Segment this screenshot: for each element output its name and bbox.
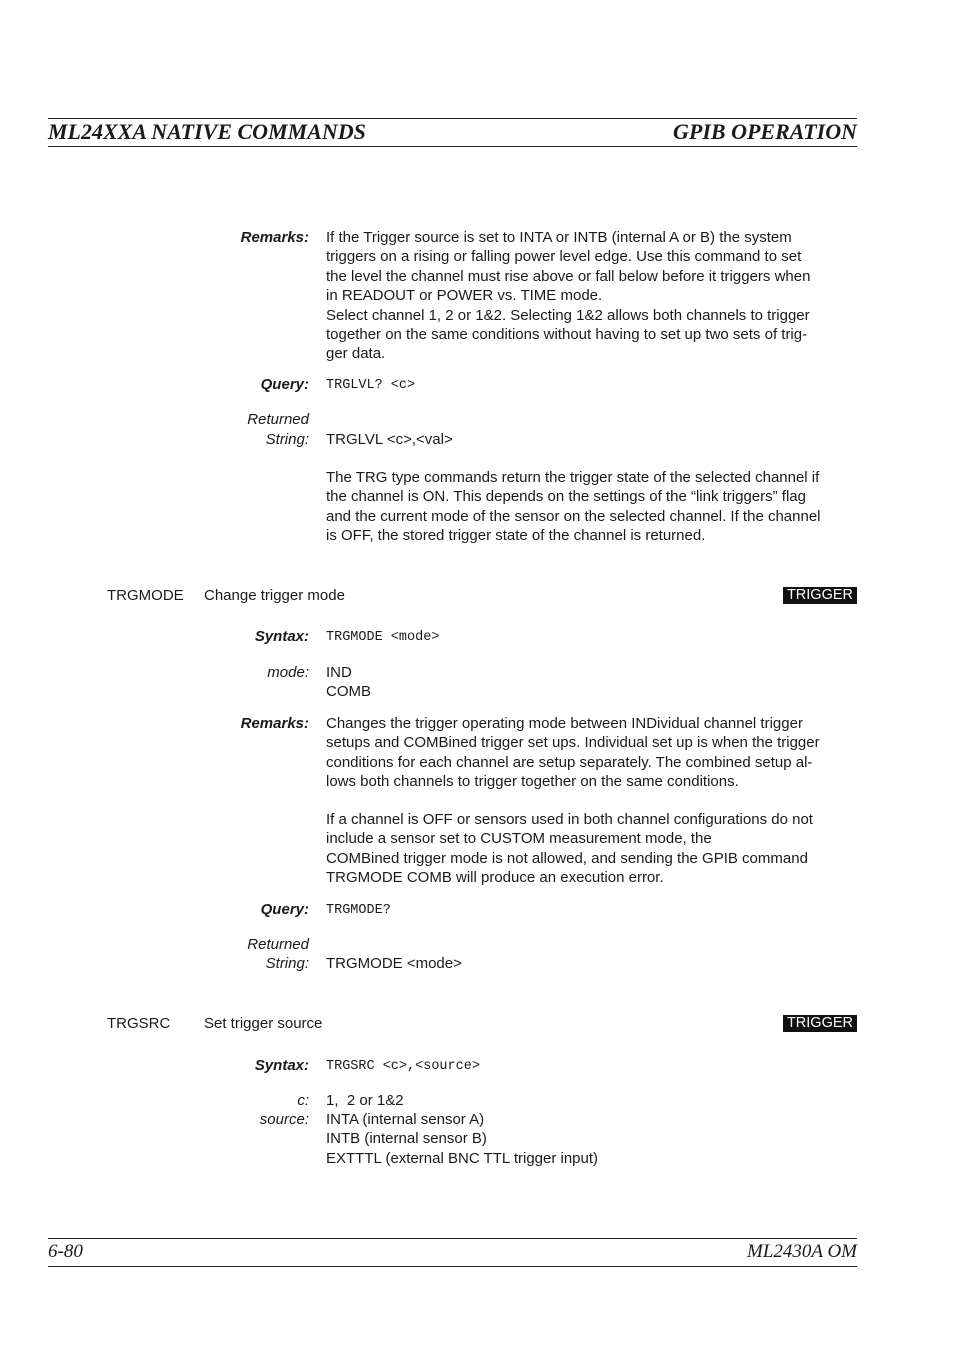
trgsrc-source-label: source:	[259, 1111, 309, 1128]
trgmode-mode-values	[326, 663, 857, 702]
trgmode-returned-value: TRGMODE <mode>	[326, 955, 462, 972]
trgsrc-command-description: Set trigger source	[204, 1015, 323, 1032]
text-line: INTA (internal sensor A)	[326, 1111, 485, 1128]
trglvl-remarks-text	[326, 228, 857, 364]
trglvl-string-label: String:	[265, 431, 309, 448]
trgmode-command-description: Change trigger mode	[204, 587, 345, 604]
trglvl-query-value: TRGLVL? <c>	[326, 378, 416, 393]
trgmode-query-label: Query:	[260, 901, 309, 918]
chapter-title: ML24XXA NATIVE COMMANDS	[48, 119, 366, 144]
trglvl-returned-value: TRGLVL <c>,<val>	[326, 431, 453, 448]
text-line: TRGMODE COMB will produce an execution error.	[326, 869, 664, 887]
text-line: The TRG type commands return the trigger state of the selected channel if	[326, 469, 820, 486]
text-line: If the Trigger source is set to INTA or INTB (internal A or B) the system	[326, 229, 792, 246]
trgmode-syntax-value: TRGMODE <mode>	[326, 630, 440, 645]
text-line: lows both channels to trigger together on the same conditions.	[326, 773, 739, 791]
text-line: the level the channel must rise above or fall below before it triggers when	[326, 267, 811, 285]
text-line: include a sensor set to CUSTOM measurement mode, the	[326, 830, 712, 848]
document-title: ML2430A OM	[747, 1241, 857, 1262]
trgsrc-command-name: TRGSRC	[107, 1015, 171, 1032]
text-line: Changes the trigger operating mode between INDividual channel trigger	[326, 715, 803, 732]
text-line: conditions for each channel are setup separately. The combined setup al-	[326, 753, 813, 771]
text-line: in READOUT or POWER vs. TIME mode.	[326, 287, 603, 305]
text-line: If a channel is OFF or sensors used in both channel configurations do not	[326, 811, 813, 828]
trglvl-note-text	[326, 468, 857, 546]
trgmode-remarks-text	[326, 714, 857, 792]
trglvl-remarks-label: Remarks:	[240, 229, 309, 246]
trgsrc-syntax-label: Syntax:	[254, 1057, 309, 1074]
trgmode-category-badge: TRIGGER	[783, 587, 857, 604]
header-rule-bottom	[48, 146, 857, 147]
text-line: together on the same conditions without having to set up two sets of trig-	[326, 326, 808, 344]
trgsrc-source-values	[326, 1110, 857, 1168]
page-number: 6-80	[48, 1241, 83, 1262]
trgmode-command-name: TRGMODE	[107, 587, 184, 604]
text-line: triggers on a rising or falling power level edge. Use this command to set	[326, 248, 802, 266]
text-line: the channel is ON. This depends on the settings of the “link triggers” flag	[326, 488, 806, 506]
trgmode-string-label: String:	[265, 955, 309, 972]
section-title: GPIB OPERATION	[673, 119, 857, 144]
trgsrc-category-badge: TRIGGER	[783, 1015, 857, 1032]
text-line: setups and COMBined trigger set ups. Individual set up is when the trigger	[326, 734, 820, 752]
trgsrc-c-value: 1, 2 or 1&2	[326, 1092, 404, 1109]
text-line: EXTTTL (external BNC TTL trigger input)	[326, 1149, 599, 1167]
trgmode-returned-label: Returned	[247, 936, 309, 953]
text-line: INTB (internal sensor B)	[326, 1130, 487, 1148]
text-line: is OFF, the stored trigger state of the channel is returned.	[326, 527, 706, 545]
trglvl-query-label: Query:	[260, 376, 309, 393]
text-line: IND	[326, 664, 352, 681]
trglvl-returned-label: Returned	[247, 411, 309, 428]
trgsrc-syntax-value: TRGSRC <c>,<source>	[326, 1059, 480, 1074]
text-line: Select channel 1, 2 or 1&2. Selecting 1&2 allows both channels to trigger	[326, 306, 810, 324]
trgmode-syntax-label: Syntax:	[254, 628, 309, 645]
trgmode-query-value: TRGMODE?	[326, 903, 391, 918]
text-line: ger data.	[326, 345, 386, 363]
page-footer	[48, 1238, 857, 1266]
trgmode-remarks-label: Remarks:	[240, 715, 309, 732]
text-line: COMB	[326, 683, 371, 701]
text-line: COMBined trigger mode is not allowed, and sending the GPIB command	[326, 849, 808, 867]
footer-rule-bottom	[48, 1266, 857, 1267]
page-header	[48, 118, 857, 148]
trgsrc-c-label: c:	[297, 1092, 309, 1109]
trgmode-mode-label: mode:	[267, 664, 309, 681]
text-line: and the current mode of the sensor on the selected channel. If the channel	[326, 507, 821, 525]
trgmode-remarks2-text	[326, 810, 857, 888]
